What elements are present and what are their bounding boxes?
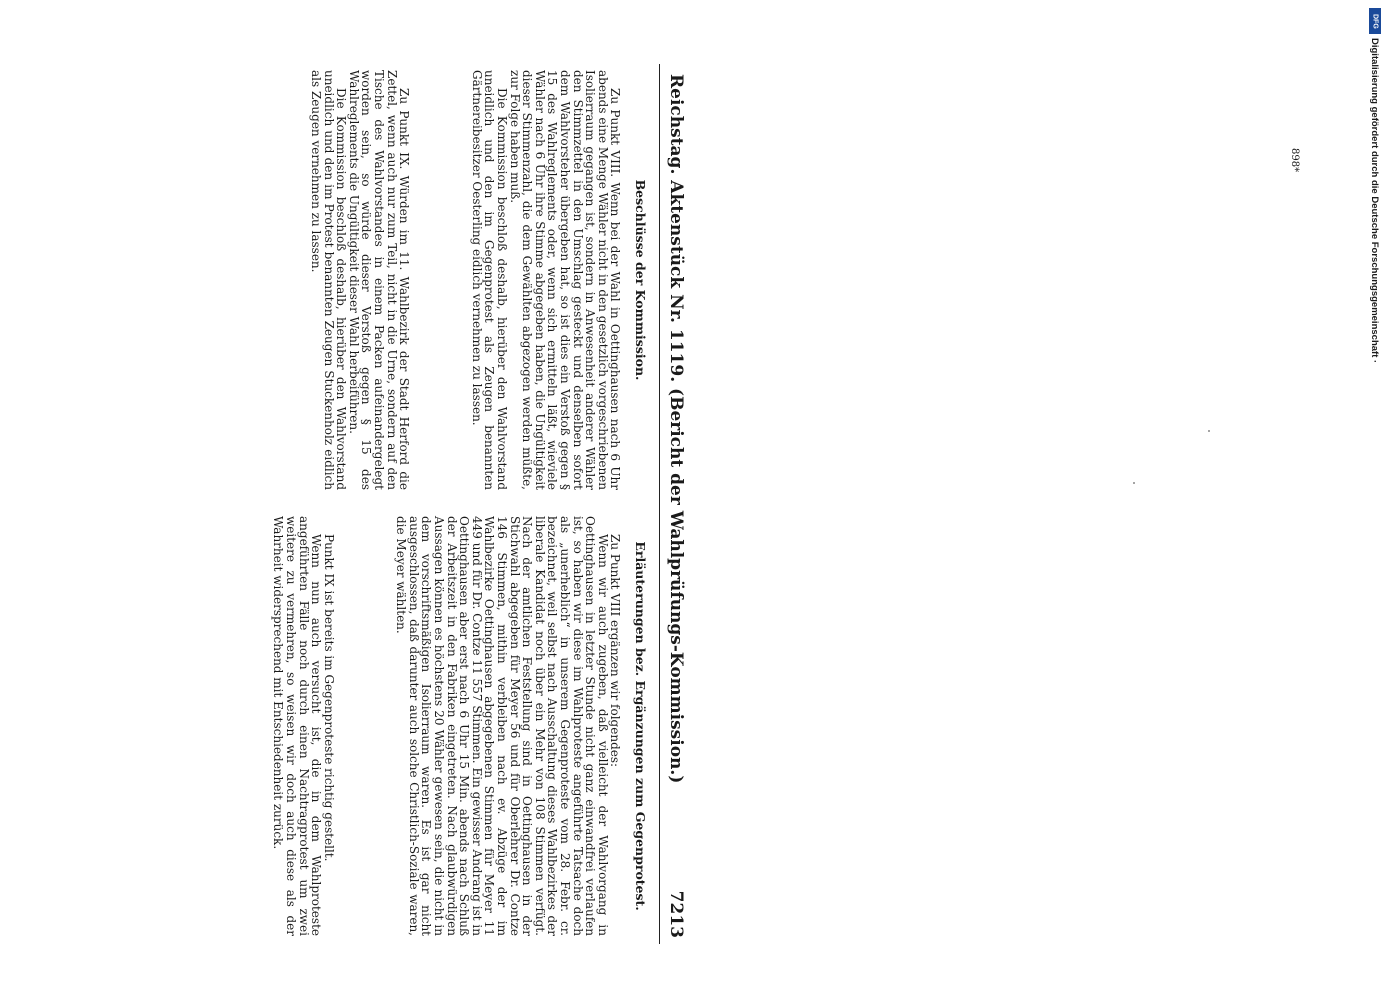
digitization-credit (1368, 8, 1382, 988)
right-paragraph-4: Die Kommission beschloß deshalb, hierüber den Wahlvorstand uneidlich und den im Protest benannten Zeugen Stuckenholz eidlich als Zeugen vernehmen zu lassen. (309, 70, 349, 490)
column-gap (410, 70, 470, 490)
right-paragraph-1: Zu Punkt VIII. Wenn bei der Wahl in Oettinghausen nach 6 Uhr abends eine Menge Wähler nicht in den gesetzlich vorgeschriebenen Isolierraum gegangen ist, sondern in Anwesenheit anderer Wähler den Stimmzettel in den Umschlag gesteckt und denselben sofort dem Wahlvorsteher übergeben hat, so ist dies ein Verstoß gegen § 15 des Wahlreglements oder, wenn sich ermitteln läßt, wieviele Wähler nach 6 Uhr ihre Stimme abgegeben haben, die Ungültigkeit dieser Stimmenzahl, die dem Gewählten abgezogen werden müßte, zur Folge haben muß. (507, 70, 623, 490)
dfg-logo: DFG (1369, 8, 1381, 34)
speck (1133, 482, 1135, 484)
left-paragraph-2: Wenn wir auch zugeben, daß vielleicht der Wahlvorgang in Oettinghausen in letzter Stunde nicht ganz einwandfrei verlaufen ist, so haben wir diese im Wahlproteste angeführte Tatsache doch als „unerheblich“ in unserem Gegenproteste vom 28. Febr. cr. bezeichnet, weil selbst nach Ausschaltung dieses Wahlbezirkes der liberale Kandidat noch über ein Mehr von 108 Stimmen verfügt. Nach der amtlichen Feststellung sind in Oettinghausen in der Stichwahl abgegeben für Meyer 56 und für Oberlehrer Dr. Contze 146 Stimmen, mithin verbleiben nach ev. Abzüge der im Wahlbezirke Oettinghausen abgegebenen Stimmen für Meyer 11 449 und für Dr. Contze 11 557 Stimmen. Ein gewisser Andrang ist in Oettinghausen aber erst nach 6 Uhr 15 Min. abends nach Schluß der Arbeitszeit in den Fabriken eingetreten. Nach glaubwürdigen Aussagen können es höchstens 20 Wähler gewesen sein, die nicht in dem vorschriftsmäßigen Isolierraum waren. Es ist gar nicht ausgeschlossen, daß darunter auch solche Christlich-Soziale waren, die Meyer wählten. (394, 516, 610, 936)
header-title: Reichstag. Aktenstück Nr. 1119. (Bericht der Wahlprüfungs-Kommission.) (666, 74, 686, 784)
left-column-title: Erläuterungen bez. Ergänzungen zum Gegenprotest. (633, 541, 648, 911)
left-paragraph-4: Wenn nun auch versucht ist, die in dem Wahlproteste angeführten Fälle noch durch einen Nachtragprotest um zwei weitere zu vermehren, so weisen wir doch auch diese als der Wahrheit widersprechend mit Entschiedenheit zurück. (271, 516, 324, 936)
page-header (659, 64, 690, 944)
sheet-mark: 898* (1289, 148, 1300, 173)
left-paragraph-1: Zu Punkt VIII ergänzen wir folgendes: (608, 534, 623, 768)
left-column (272, 516, 646, 936)
page-number: 7213 (666, 890, 686, 938)
column-gap (335, 516, 395, 936)
right-column-title: Beschlüsse der Kommission. (633, 179, 648, 381)
left-paragraph-3: Punkt IX ist bereits im Gegenproteste richtig gestellt. (321, 534, 336, 862)
speck (1208, 430, 1210, 432)
rotated-page (60, 64, 690, 944)
right-column (310, 70, 646, 490)
right-paragraph-3: Zu Punkt IX. Würden im 11. Wahlbezirk der Stadt Herford die Zettel, wenn auch nur zum Teil, nicht in die Urne, sondern auf den Tische des Wahlvorstandes in einem Packen aufeinandergelegt worden sein, so würde dieser Verstoß gegen § 15 des Wahlreglements die Ungültigkeit dieser Wahl herbeiführen. (346, 70, 412, 490)
credit-text: Digitalisierung gefördert durch die Deutsche Forschungsgemeinschaft · (1369, 38, 1380, 364)
right-paragraph-2: Die Kommission beschloß deshalb, hierüber den Wahlvorstand uneidlich und den im Gegenprotest als Zeugen benannten Gärtnereibesitzer Oesterling eidlich vernehmen zu lassen. (469, 70, 510, 490)
